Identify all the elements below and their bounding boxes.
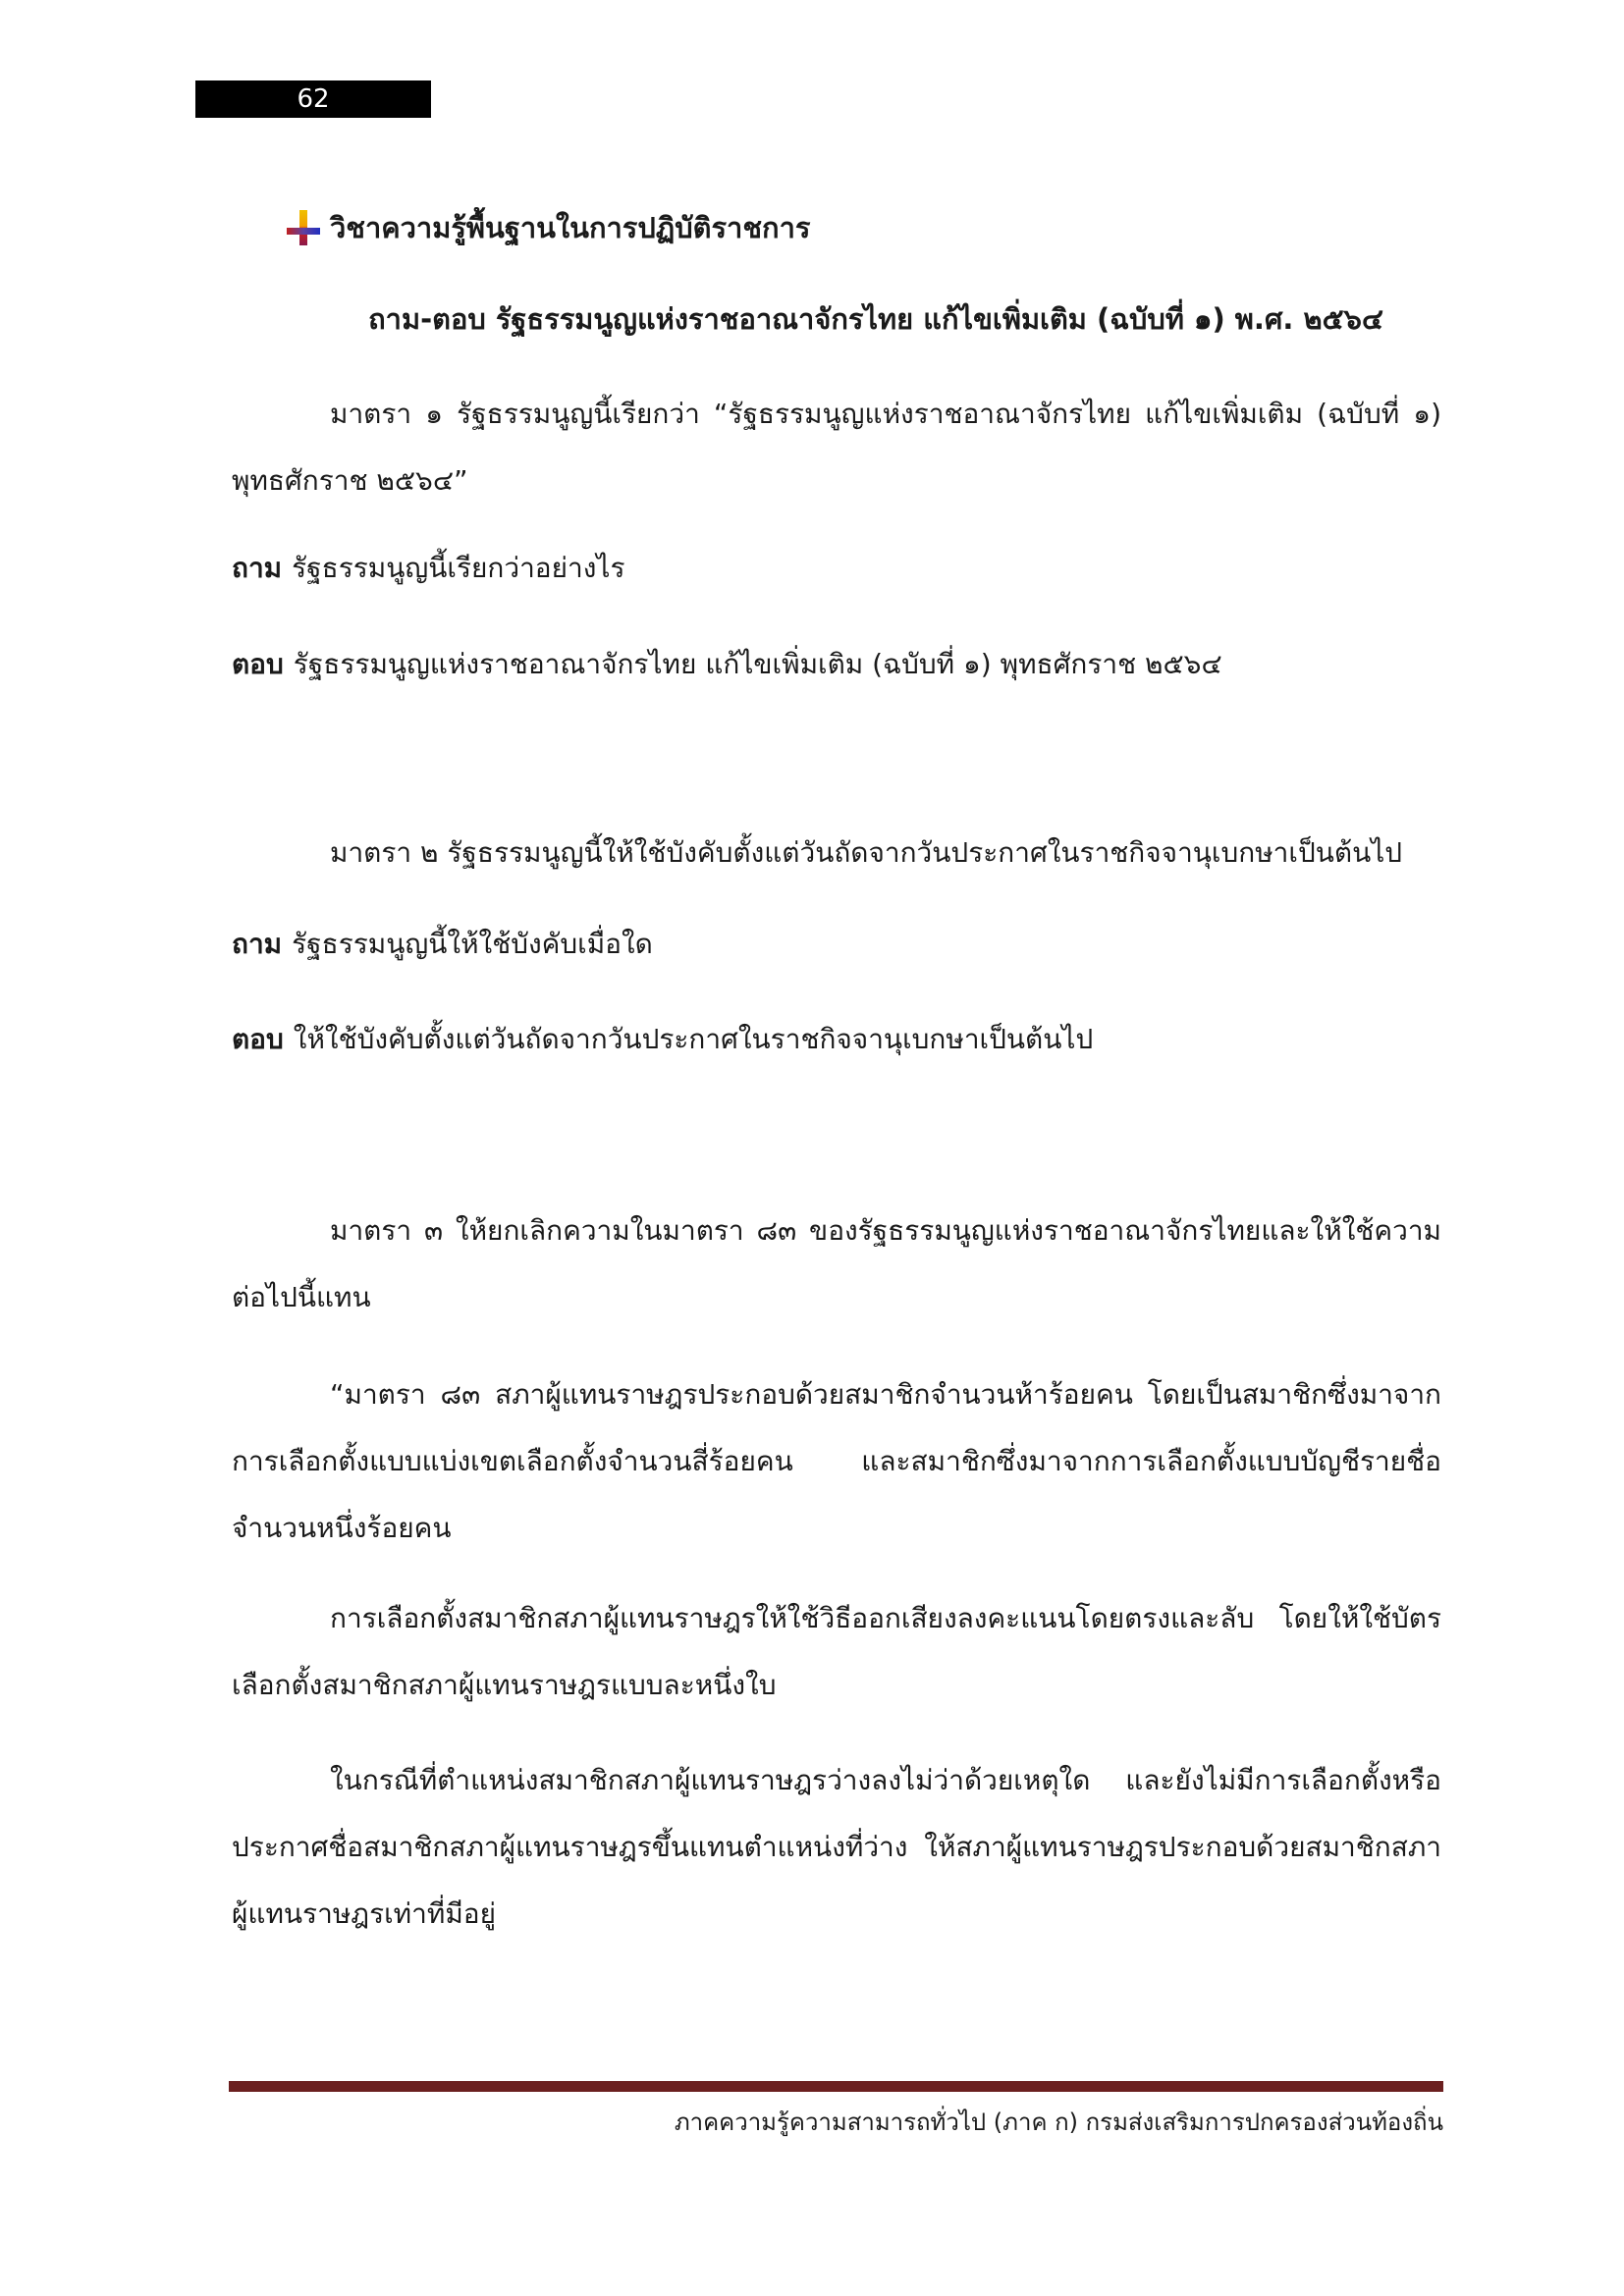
section-heading-text: วิชาความรู้พื้นฐานในการปฏิบัติราชการ [330,211,811,244]
answer-label: ตอบ [232,1023,284,1055]
article-3-quote-paragraph-1: “มาตรา ๘๓ สภาผู้แทนราษฎรประกอบด้วยสมาชิกจำนวนห้าร้อยคน โดยเป็นสมาชิกซึ่งมาจากการเลือกตั้งแบบแบ่งเขตเลือกตั้งจำนวนสี่ร้อยคน และสมาชิกซึ่งมาจากการเลือกตั้งแบบบัญชีรายชื่อจำนวนหนึ่งร้อยคน [232,1378,1441,1544]
answer-label: ตอบ [232,648,284,680]
article-2-question [232,911,1441,978]
article-1-text: มาตรา ๑ รัฐธรรมนูญนี้เรียกว่า “รัฐธรรมนูญแห่งราชอาณาจักรไทย แก้ไขเพิ่มเติม (ฉบับที่ ๑) พุทธศักราช ๒๕๖๔” [232,398,1441,497]
document-title: ถาม-ตอบ รัฐธรรมนูญแห่งราชอาณาจักรไทย แก้ไขเพิ่มเติม (ฉบับที่ ๑) พ.ศ. ๒๕๖๔ [368,302,1383,336]
article-1-question [232,535,1441,602]
footer-text: ภาคความรู้ความสามารถทั่วไป (ภาค ก) กรมส่งเสริมการปกครองส่วนท้องถิ่น [674,2109,1443,2136]
question-text: รัฐธรรมนูญนี้เรียกว่าอย่างไร [292,552,625,584]
question-label: ถาม [232,552,283,584]
article-2-text: มาตรา ๒ รัฐธรรมนูญนี้ให้ใช้บังคับตั้งแต่วันถัดจากวันประกาศในราชกิจจานุเบกษาเป็นต้นไป [330,836,1403,869]
section-heading [285,203,810,252]
answer-text: ให้ใช้บังคับตั้งแต่วันถัดจากวันประกาศในราชกิจจานุเบกษาเป็นต้นไป [293,1023,1094,1055]
article-3-quote-paragraph-2: การเลือกตั้งสมาชิกสภาผู้แทนราษฎรให้ใช้วิธีออกเสียงลงคะแนนโดยตรงและลับ โดยให้ใช้บัตรเลือกตั้งสมาชิกสภาผู้แทนราษฎรแบบละหนึ่งใบ [232,1602,1441,1701]
article-2-answer [232,1006,1441,1073]
answer-text: รัฐธรรมนูญแห่งราชอาณาจักรไทย แก้ไขเพิ่มเติม (ฉบับที่ ๑) พุทธศักราช ๒๕๖๔ [293,648,1222,680]
question-label: ถาม [232,928,283,960]
question-text: รัฐธรรมนูญนี้ให้ใช้บังคับเมื่อใด [292,928,653,960]
article-3-text: มาตรา ๓ ให้ยกเลิกความในมาตรา ๘๓ ของรัฐธรรมนูญแห่งราชอาณาจักรไทยและให้ใช้ความต่อไปนี้แทน [232,1214,1441,1313]
page-number: 62 [195,80,431,118]
plus-icon [285,208,322,247]
article-3-quote-paragraph-3: ในกรณีที่ตำแหน่งสมาชิกสภาผู้แทนราษฎรว่างลงไม่ว่าด้วยเหตุใด และยังไม่มีการเลือกตั้งหรือประกาศชื่อสมาชิกสภาผู้แทนราษฎรขึ้นแทนตำแหน่งที่ว่าง ให้สภาผู้แทนราษฎรประกอบด้วยสมาชิกสภาผู้แทนราษฎรเท่าที่มีอยู่ [232,1764,1441,1930]
article-1-answer [232,631,1441,698]
footer-rule [229,2081,1443,2092]
